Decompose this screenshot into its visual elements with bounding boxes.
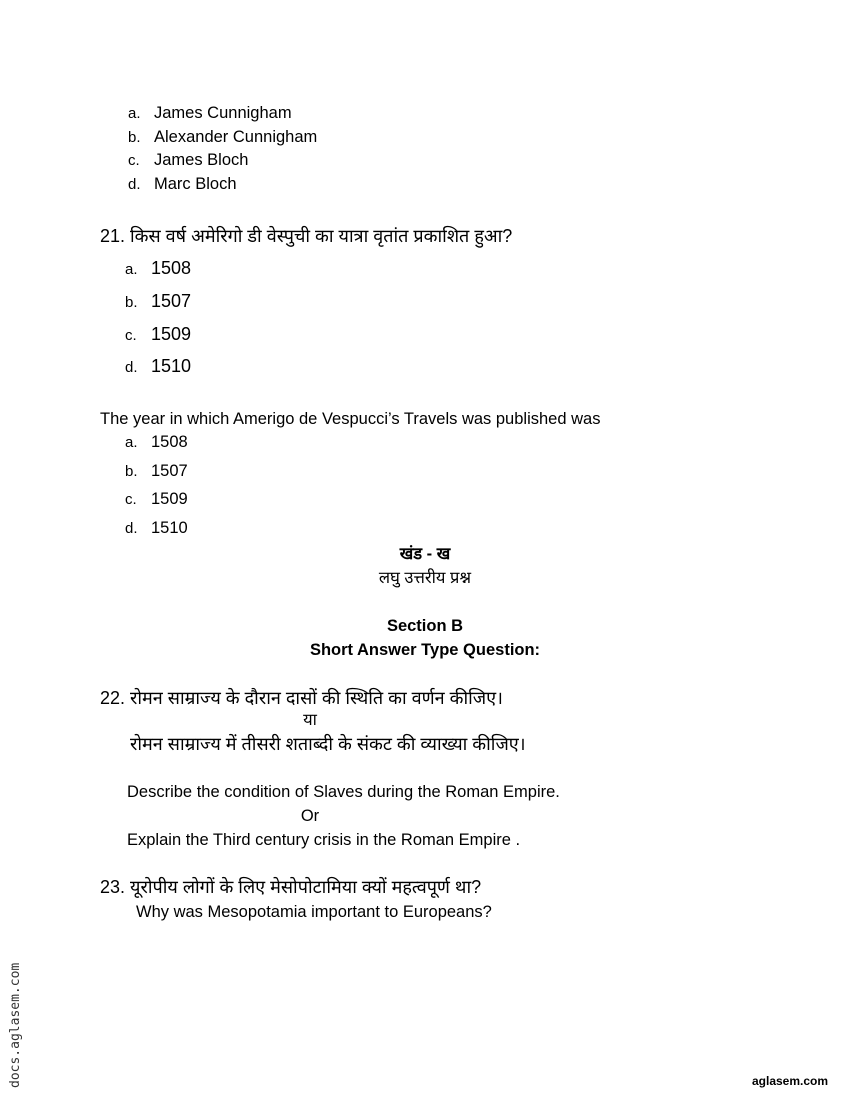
option-text: 1508 bbox=[151, 258, 192, 278]
option-label: c. bbox=[128, 152, 140, 169]
option-c bbox=[128, 150, 248, 171]
option-b bbox=[128, 127, 317, 148]
footer-brand: aglasem.com bbox=[752, 1074, 829, 1088]
q21-hindi-option-b bbox=[125, 291, 191, 313]
option-text: 1509 bbox=[151, 324, 192, 344]
option-text: 1507 bbox=[151, 291, 192, 311]
q21-english-option-d bbox=[125, 518, 188, 539]
q22-english-or: Or bbox=[300, 807, 320, 825]
q21-hindi-option-d bbox=[125, 356, 191, 378]
q22-hindi-or: या bbox=[303, 711, 317, 729]
option-label: a. bbox=[125, 261, 138, 278]
q23-english: Why was Mesopotamia important to Europeans? bbox=[136, 903, 492, 921]
section-subtitle: Short Answer Type Question: bbox=[309, 641, 541, 659]
option-text: Marc Bloch bbox=[154, 175, 237, 193]
option-label: c. bbox=[125, 491, 137, 508]
q21-english: The year in which Amerigo de Vespucci’s Travels was published was bbox=[100, 410, 601, 428]
option-text: 1508 bbox=[151, 433, 188, 451]
option-label: d. bbox=[125, 359, 138, 376]
option-label: a. bbox=[125, 434, 138, 451]
option-label: d. bbox=[125, 520, 138, 537]
option-text: 1510 bbox=[151, 519, 188, 537]
q21-hindi-option-a bbox=[125, 258, 191, 280]
option-label: b. bbox=[125, 294, 138, 311]
option-text: James Bloch bbox=[154, 151, 249, 169]
option-d bbox=[128, 174, 237, 195]
option-text: 1509 bbox=[151, 490, 188, 508]
q23-hindi: 23. यूरोपीय लोगों के लिए मेसोपोटामिया क्यों महत्वपूर्ण था? bbox=[100, 877, 482, 897]
option-text: Alexander Cunnigham bbox=[154, 128, 318, 146]
q22-english-alt: Explain the Third century crisis in the Roman Empire . bbox=[127, 831, 521, 849]
option-text: James Cunnigham bbox=[154, 104, 292, 122]
option-label: a. bbox=[128, 105, 141, 122]
q21-hindi-option-c bbox=[125, 324, 191, 346]
option-label: b. bbox=[128, 129, 141, 146]
option-a bbox=[128, 103, 292, 124]
q21-english-option-b bbox=[125, 461, 188, 482]
option-label: d. bbox=[128, 176, 141, 193]
section-title: Section B bbox=[386, 617, 464, 635]
section-hindi-title: खंड - ख bbox=[399, 545, 451, 563]
q21-english-option-a bbox=[125, 432, 188, 453]
q22-hindi-alt: रोमन साम्राज्य में तीसरी शताब्दी के संकट की व्याख्या कीजिए। bbox=[130, 734, 526, 754]
section-hindi-subtitle: लघु उत्तरीय प्रश्न bbox=[378, 569, 472, 587]
option-text: 1510 bbox=[151, 356, 192, 376]
q21-hindi: 21. किस वर्ष अमेरिगो डी वेस्पुची का यात्रा वृतांत प्रकाशित हुआ? bbox=[100, 226, 513, 246]
q22-english: Describe the condition of Slaves during the Roman Empire. bbox=[127, 783, 560, 801]
watermark: docs.aglasem.com bbox=[8, 962, 23, 1088]
q22-hindi: 22. रोमन साम्राज्य के दौरान दासों की स्थिति का वर्णन कीजिए। bbox=[100, 688, 503, 708]
option-label: b. bbox=[125, 463, 138, 480]
option-text: 1507 bbox=[151, 462, 188, 480]
option-label: c. bbox=[125, 327, 137, 344]
q21-english-option-c bbox=[125, 489, 188, 510]
